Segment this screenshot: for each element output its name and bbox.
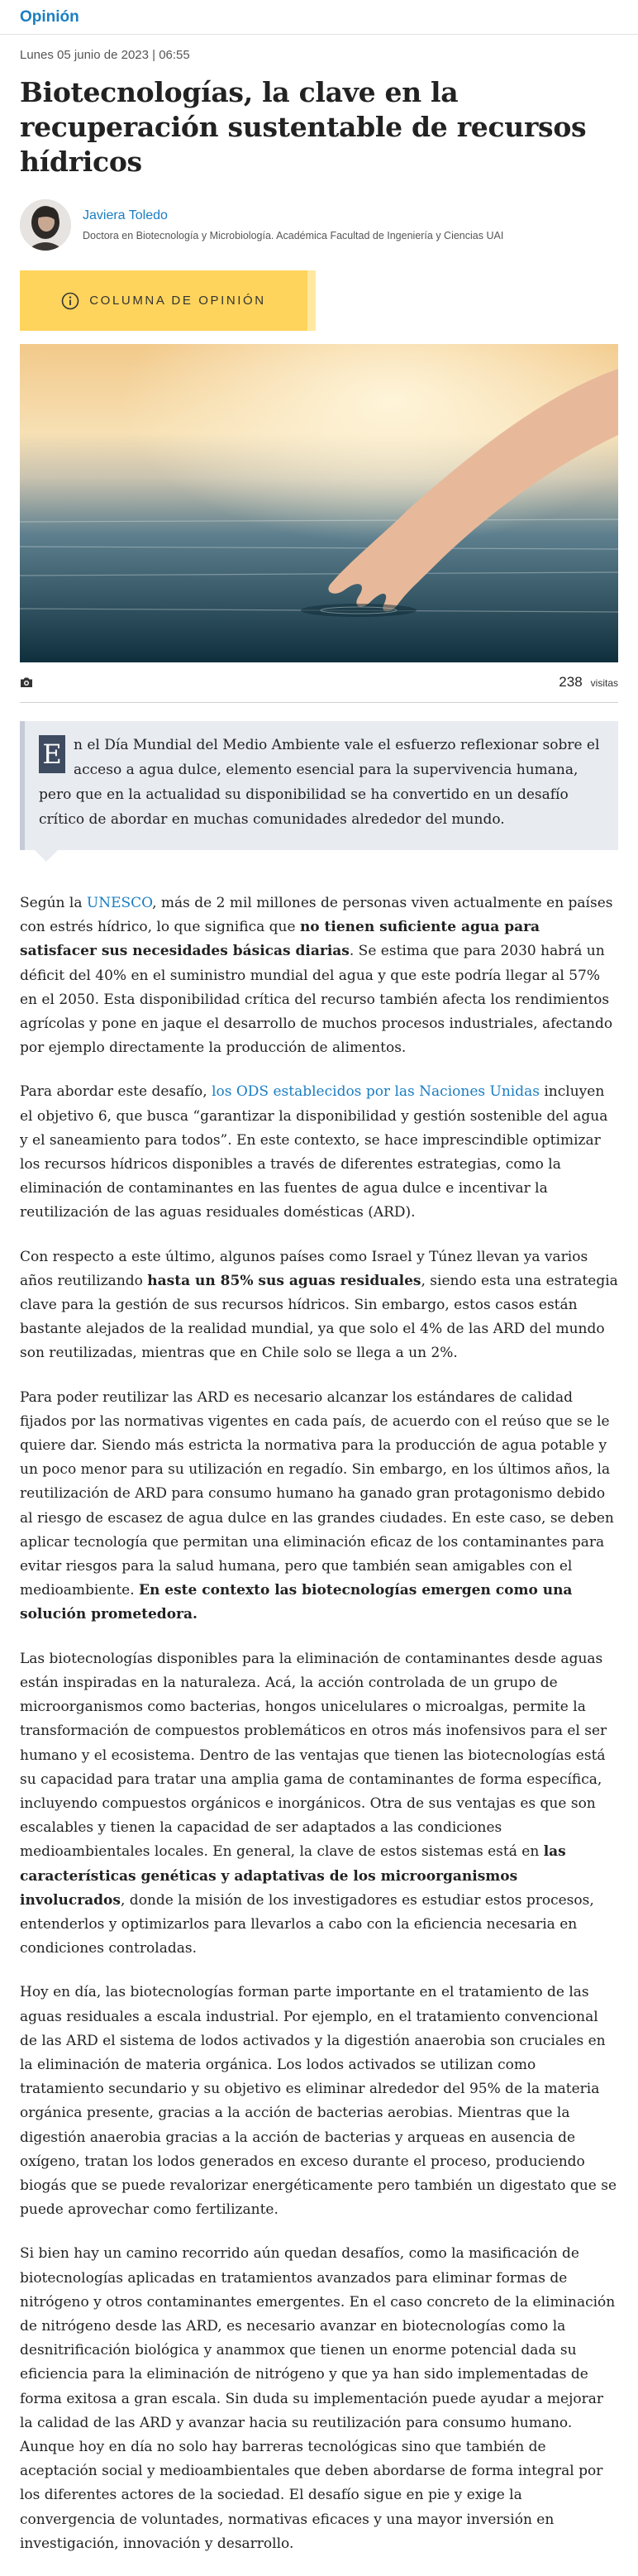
text-span: Con respecto a este último, algunos países como Israel y Túnez llevan ya varios años reutilizando bbox=[20, 1248, 588, 1289]
author-info bbox=[83, 208, 503, 241]
text-span: . Se estima que para 2030 habrá un déficit del 40% en el suministro mundial del agua y que este podría llegar al 57% en el 2050. Esta disponibilidad crítica del recurso también afecta los rendimientos agrícolas y pone en jaque el desarrollo de muchos procesos industriales, afectando por ejemplo directamente la producción de alimentos. bbox=[20, 943, 613, 1057]
info-icon bbox=[61, 292, 79, 310]
lead-paragraph bbox=[39, 733, 600, 832]
bold-text: las características genéticas y adaptativas de los microorganismos involucrados bbox=[20, 1843, 566, 1909]
visits-counter bbox=[559, 674, 618, 691]
hero-meta bbox=[20, 674, 618, 703]
paragraph-4 bbox=[20, 1386, 618, 1627]
article-title: Biotecnologías, la clave en la recuperación sustentable de recursos hídricos bbox=[20, 76, 587, 178]
author-block bbox=[20, 199, 618, 251]
ods-link[interactable]: los ODS establecidos por las Naciones Unidas bbox=[212, 1083, 540, 1101]
text-span: Según la bbox=[20, 895, 87, 911]
section-link-opinion[interactable]: Opinión bbox=[20, 7, 79, 26]
paragraph-5 bbox=[20, 1647, 618, 1962]
bold-text: no tienen suficiente agua para satisfacer sus necesidades básicas diarias bbox=[20, 919, 540, 960]
opinion-column-badge bbox=[20, 270, 316, 331]
article bbox=[0, 48, 638, 2556]
unesco-link[interactable]: UNESCO bbox=[86, 895, 153, 911]
paragraph-2 bbox=[20, 1080, 618, 1225]
text-span: Las biotecnologías disponibles para la eliminación de contaminantes desde aguas están inspiradas en la naturaleza. Acá, la acción controlada de un grupo de microorganismos como bacterias, hongos unicelulares o microalgas, permite la transformación de compuestos problemáticos en otros más inofensivos para el ser humano y el ecosistema. Dentro de las ventajas que tienen las biotecnologías está su capacidad para tratar una amplia gama de contaminantes de forma específica, incluyendo compuestos orgánicos e inorgánicos. Otra de sus ventajas es que son escalables y tienen la capacidad de ser adaptados a las condiciones medioambientales locales. En general, la clave de estos sistemas está en bbox=[20, 1650, 607, 1861]
article-date: Lunes 05 junio de 2023 | 06:55 bbox=[20, 48, 190, 62]
text-span: , siendo esta una estrategia clave para la gestión de sus recursos hídricos. Sin embargo, estos casos están bastante alejados de la realidad mundial, ya que solo el 4% de las ARD del mundo son reutilizadas, mientras que en Chile solo se llega a un 2%. bbox=[20, 1272, 618, 1362]
badge-label: COLUMNA DE OPINIÓN bbox=[89, 294, 266, 308]
text-span: Para poder reutilizar las ARD es necesario alcanzar los estándares de calidad fijados por las normativas vigentes en cada país, de acuerdo con el reúso que se le quiere dar. Siendo más estricta la normativa para la producción de agua potable y un poco menor para su utilización en regadío. Sin embargo, en los últimos años, la reutilización de ARD para consumo humano ha ganado gran protagonismo debido al riesgo de escasez de agua dulce en las grandes ciudades. En este caso, se deben aplicar tecnología que permitan una eliminación eficaz de los contaminantes para evitar riesgos para la salud humana, pero que también sean amigables con el medioambiente. bbox=[20, 1388, 614, 1599]
camera-icon[interactable] bbox=[20, 676, 33, 688]
avatar-photo bbox=[20, 199, 71, 251]
hero-image bbox=[20, 344, 618, 662]
lead-box bbox=[20, 721, 618, 850]
paragraph-3 bbox=[20, 1245, 618, 1366]
text-span: incluyen el objetivo 6, que busca “garantizar la disponibilidad y gestión sostenible del agua y el saneamiento para todos”. En este contexto, se hace imprescindible optimizar los recursos hídricos disponibles a través de diferentes estrategias, como la eliminación de contaminantes en las fuentes de agua dulce e incentivar la reutilización de las aguas residuales domésticas (ARD). bbox=[20, 1083, 608, 1221]
lead-text: n el Día Mundial del Medio Ambiente vale el esfuerzo reflexionar sobre el acceso a agua dulce, elemento esencial para la supervivencia humana, pero que en la actualidad su disponibilidad se ha convertido en un desafío crítico de abordar en muchas comunidades alrededor del mundo. bbox=[39, 737, 600, 828]
article-body bbox=[20, 891, 618, 2556]
drop-cap: E bbox=[39, 735, 65, 773]
paragraph-1 bbox=[20, 891, 618, 1060]
text-span: Para abordar este desafío, bbox=[20, 1083, 212, 1101]
top-bar bbox=[0, 0, 638, 35]
bold-text: En este contexto las biotecnologías emergen como una solución prometedora. bbox=[20, 1582, 573, 1623]
bold-text: hasta un 85% sus aguas residuales bbox=[147, 1272, 421, 1289]
author-name-link[interactable]: Javiera Toledo bbox=[83, 208, 168, 222]
paragraph-6: Hoy en día, las biotecnologías forman parte importante en el tratamiento de las aguas residuales a escala industrial. Por ejemplo, en el tratamiento convencional de las ARD el sistema de lodos activados y la digestión anaerobia son cruciales en la eliminación de materia orgánica. Los lodos activados se utilizan como tratamiento secundario y su objetivo es eliminar alrededor del 95% de la materia orgánica presente, gracias a la acción de bacterias aerobias. Mientras que la digestión anaerobia gracias a la acción de bacterias y arqueas en ausencia de oxígeno, tratan los lodos generados en exceso durante el proceso, produciendo biogás que se puede revalorizar energéticamente pero también un digestato que se puede aprovechar como fertilizante. bbox=[20, 1984, 617, 2219]
author-role: Doctora en Biotecnología y Microbiología. Académica Facultad de Ingeniería y Ciencias UAI bbox=[83, 230, 504, 241]
text-span: , más de 2 mil millones de personas viven actualmente en países con estrés hídrico, lo que significa que bbox=[20, 895, 613, 936]
paragraph-7: Si bien hay un camino recorrido aún quedan desafíos, como la masificación de biotecnologías aplicadas en tratamientos avanzados para eliminar formas de nitrógeno y otros contaminantes emergentes. En el caso concreto de la eliminación de nitrógeno desde las ARD, es necesario avanzar en biotecnologías como la desnitrificación biológica y anammox que tienen un enorme potencial dada su eficiencia para la eliminación de nitrógeno y que ya han sido implementadas de forma exitosa a gran escala. Sin duda su implementación puede ayudar a mejorar la calidad de las ARD y avanzar hacia su reutilización para consumo humano. Aunque hoy en día no solo hay barreras tecnológicas sino que también de aceptación social y medioambientales que deben abordarse de forma integral por los diferentes actores de la sociedad. El desafío sigue en pie y exige la convergencia de voluntades, normativas eficaces y una mayor inversión en investigación, innovación y desarrollo. bbox=[20, 2245, 616, 2552]
visits-label: visitas bbox=[590, 677, 618, 689]
author-avatar[interactable] bbox=[20, 199, 71, 251]
text-span: , donde la misión de los investigadores es estudiar estos procesos, entenderlos y optimizarlos para llevarlos a cabo con la eficiencia necesaria en condiciones controladas. bbox=[20, 1891, 594, 1957]
visits-count: 238 bbox=[559, 674, 583, 690]
